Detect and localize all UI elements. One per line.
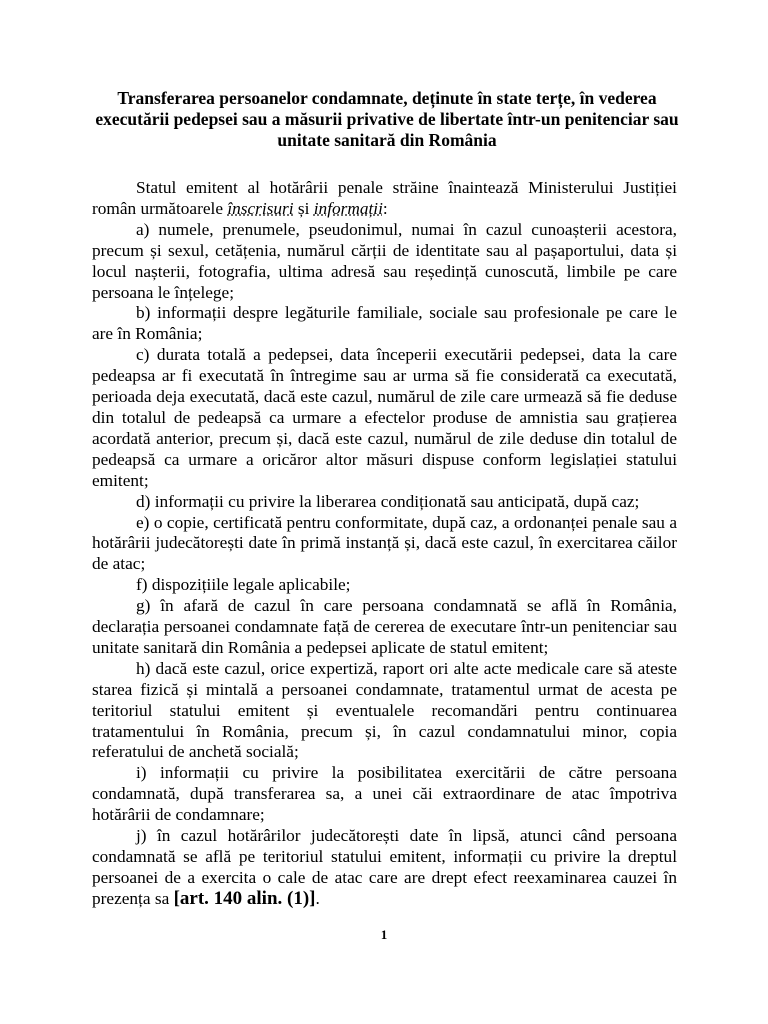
list-item-j-text: j) în cazul hotărârilor judecătorești date în lipsă, atunci când persoana condamnată se află pe teritoriul statului emitent, informații cu privire la dreptul persoanei de a exercita o cale de atac care are drept efect reexaminarea cauzei în prezența sa <box>92 826 677 908</box>
list-item-a: a) numele, prenumele, pseudonimul, numai în cazul cunoașterii acestora, precum și sexul, cetățenia, numărul cărții de identitate sau al pașaportului, data și locul nașterii, fotografia, ultima adresă sau reședință cunoscută, limbile pe care persoana le înțelege; <box>92 219 677 302</box>
intro-colon: : <box>382 198 388 218</box>
list-item-d: d) informații cu privire la liberarea condiționată sau anticipată, după caz; <box>136 491 640 511</box>
list-item-h: h) dacă este cazul, orice expertiză, raport ori alte acte medicale care să ateste starea fizică și mintală a persoanei condamnate, tratamentul urmat de acesta pe teritoriul statului emitent și eventualele recomandări pentru continuarea tratamentului în România, precum și, în cazul condamnatului minor, copia referatului de anchetă socială; <box>92 658 677 762</box>
term-inscrisuri: înscrisuri <box>227 198 294 218</box>
list-item-g: g) în afară de cazul în care persoana condamnată se află în România, declarația persoanei condamnate față de cererea de executare într-un penitenciar sau unitate sanitară din România a pedepsei aplicate de statul emitent; <box>92 596 677 657</box>
list-item-b: b) informații despre legăturile familiale, sociale sau profesionale pe care le are în România; <box>92 303 677 344</box>
page-number: 1 <box>380 927 388 942</box>
term-informatii: informații <box>313 198 383 218</box>
list-item-i: i) informații cu privire la posibilitatea exercitării de către persoana condamnată, după transferarea sa, a unei căi extraordinare de atac împotriva hotărârii de condamnare; <box>92 763 677 825</box>
intro-connector: și <box>293 198 314 218</box>
intro-paragraph <box>92 178 677 220</box>
list-item-c: c) durata totală a pedepsei, data începerii executării pedepsei, data la care pedeapsa ar fi executată în întregime sau ar urma să fie considerată ca executată, perioada deja executată, dacă este cazul, numărul de zile care urmează să fie deduse din totalul de pedeapsă ca urmare a efectelor produse de amnistia sau grațierea acordată anterior, precum și, dacă este cazul, numărul de zile deduse din totalul de pedeapsă ca urmare a oricăror altor măsuri dispuse conform legislației statului emitent; <box>92 345 677 490</box>
list-item-f: f) dispozițiile legale aplicabile; <box>136 575 351 595</box>
list-item-e: e) o copie, certificată pentru conformitate, după caz, a ordonanței penale sau a hotărârii judecătorești date în primă instanță și, dacă este cazul, în exercitarea căilor de atac; <box>92 512 677 574</box>
legal-reference: [art. 140 alin. (1)] <box>173 887 316 909</box>
intro-text: Statul emitent al hotărârii penale străine înaintează Ministerului Justiției român următoarele <box>92 178 677 218</box>
document-title: Transferarea persoanelor condamnate, deținute în state terțe, în vederea executării pedepsei sau a măsurii privative de libertate într-un penitenciar sau unitate sanitară din România <box>95 88 679 150</box>
list-item-j-end: . <box>315 888 320 908</box>
list-item-j <box>92 826 677 910</box>
document-body <box>92 178 677 910</box>
